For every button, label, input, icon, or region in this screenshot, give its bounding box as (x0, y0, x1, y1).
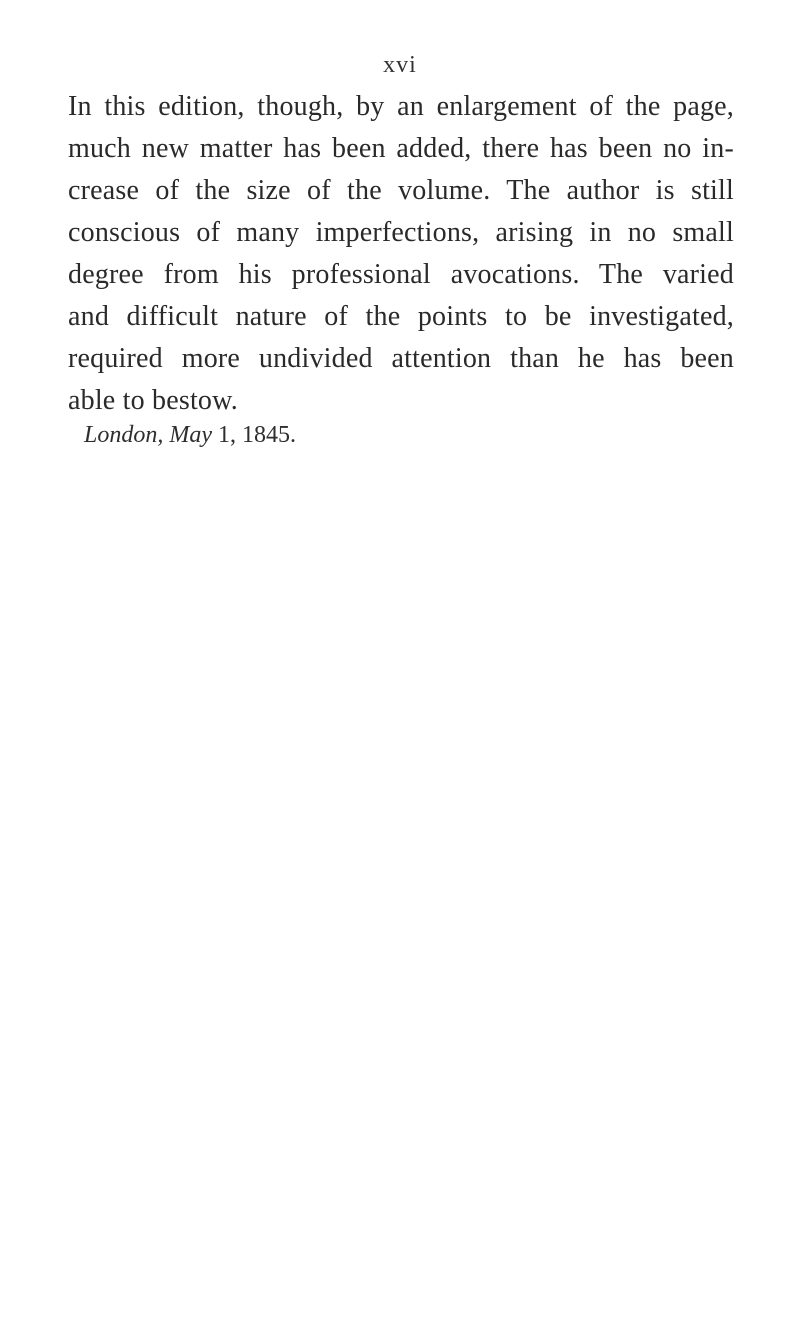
paragraph-line: conscious of many imperfections, arising in no small (68, 217, 734, 248)
signature-place: London, (84, 422, 164, 448)
paragraph-line: degree from his professional avocations. The varied (68, 259, 734, 290)
signature-month: May (169, 422, 213, 448)
page-number: xvi (383, 52, 417, 78)
paragraph-line: crease of the size of the volume. The author is still (68, 175, 734, 206)
date-signature (84, 422, 296, 449)
paragraph-line: much new matter has been added, there has been no in- (68, 133, 734, 164)
signature-date: 1, 1845. (218, 422, 297, 448)
preface-paragraph (68, 86, 734, 422)
paragraph-line: required more undivided attention than he has been (68, 343, 734, 374)
paragraph-line: and difficult nature of the points to be investigated, (68, 301, 734, 332)
paragraph-line: able to bestow. (68, 385, 238, 416)
paragraph-line: In this edition, though, by an enlargement of the page, (68, 91, 734, 122)
